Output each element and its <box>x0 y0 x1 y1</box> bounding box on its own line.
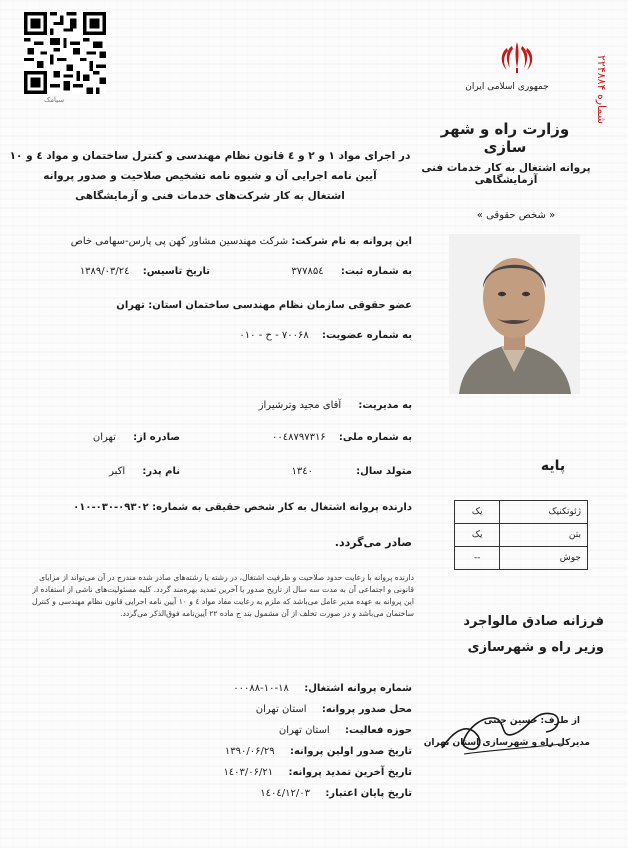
national-id-label: به شماره ملی: <box>338 432 412 443</box>
license-title: پروانه اشتغال به کار خدمات فنی آزمایشگاهی <box>421 162 591 186</box>
footer-row-first-issue <box>120 745 412 757</box>
national-id-value: ۰۰٤۸۷۹۷۳۱۶ <box>271 432 326 443</box>
footer-value: استان تهران <box>278 725 330 736</box>
republic-name: جمهوری اسلامی ایران <box>465 82 549 92</box>
grade-field: جوش <box>500 547 588 570</box>
serial-number: شماره ۲۲۴۸۸۴ <box>595 54 608 124</box>
issued-from-label: صادره از: <box>133 432 180 443</box>
table-row <box>455 501 588 524</box>
footer-label: حوزه فعالیت: <box>345 725 412 736</box>
minister-name: فرزانه صادق مالواجرد <box>463 614 604 629</box>
membership-label: به شماره عضویت: <box>321 330 412 341</box>
founded-value: ۱۳۸۹/۰۳/۲٤ <box>79 266 130 277</box>
father-name-value: اکبر <box>109 466 126 477</box>
member-line: عضو حقوقی سازمان نظام مهندسی ساختمان استان: تهران <box>116 300 412 311</box>
grade-title: پایه <box>540 458 566 474</box>
grade-table <box>454 500 588 570</box>
registration-row <box>250 266 412 277</box>
qr-caption: سیامک <box>44 96 65 104</box>
license-type: « شخص حقوقی » <box>476 210 556 221</box>
footer-row-last-renewal <box>120 766 412 778</box>
national-id-row <box>196 432 412 443</box>
father-name-row <box>30 466 180 477</box>
qr-code[interactable] <box>24 12 106 94</box>
founded-label: تاریخ تاسیس: <box>142 266 210 277</box>
company-name-value: شرکت مهندسین مشاور کهن پی پارس-سهامی خاص <box>70 236 289 247</box>
footer-value: استان تهران <box>255 704 307 715</box>
manager-value: آقای مجید وترشیراز <box>258 400 342 411</box>
intro-line-1: در اجرای مواد ۱ و ۲ و ٤ قانون نظام مهندسی و کنترل ساختمان و مواد ٤ و ۱۰ <box>9 150 411 162</box>
minister-title: وزیر راه و شهرسازی <box>467 640 604 655</box>
membership-value: ۷۰۰۶۸ - ح - ۰۱۰ <box>239 330 309 341</box>
footer-row-license-number <box>120 682 412 694</box>
signer-byline: از طرف: حسین جنتی <box>483 716 580 726</box>
membership-row <box>160 330 412 341</box>
signer-title: مدیرکل راه و شهرسازی استان تهران <box>423 738 590 748</box>
signature <box>434 700 574 760</box>
registration-value: ۳۷۷۸۵٤ <box>291 266 324 277</box>
grade-field: ژئوتکنیک <box>500 501 588 524</box>
footer-label: تاریخ پایان اعتبار: <box>325 788 412 799</box>
grade-level: یک <box>455 524 500 547</box>
footer-row-issue-place <box>120 703 412 715</box>
footer-label: تاریخ صدور اولین پروانه: <box>289 746 412 757</box>
company-name-label: این پروانه به نام شرکت: <box>291 236 412 247</box>
intro-line-2: آیین نامه اجرایی آن و شیوه نامه تشخیص صلاحیت و صدور پروانه <box>43 170 377 182</box>
manager-label: به مدیریت: <box>358 400 412 411</box>
issued-from-value: تهران <box>92 432 116 443</box>
manager-row <box>160 400 412 411</box>
footer-value: ۱٤۰٤/۱۲/۰۳ <box>260 788 310 799</box>
birth-year-label: متولد سال: <box>356 466 412 477</box>
iran-emblem-icon <box>496 38 538 78</box>
footer-row-expiry <box>120 787 412 799</box>
footer-row-activity-area <box>120 724 412 736</box>
footer-value: ۱۸-۱۰-۰۰۰۸۸ <box>233 683 289 694</box>
founded-row <box>20 266 210 277</box>
manager-photo <box>449 234 580 394</box>
holder-line: دارنده پروانه اشتغال به کار شخص حقیقی به شماره: ۰۹۳۰۲-۰۳۰-۰۱۰ <box>73 502 412 513</box>
grade-field: بتن <box>500 524 588 547</box>
footer-value: ۱۳۹۰/۰۶/۲۹ <box>224 746 275 757</box>
ministry-title: وزارت راه و شهر سازی <box>440 120 570 156</box>
grade-level: -- <box>455 547 500 570</box>
birth-year-value: ۱۳٤۰ <box>291 466 313 477</box>
issued-line: صادر می‌گردد. <box>334 536 412 549</box>
fine-print: دارنده پروانه با رعایت حدود صلاحیت و ظرفیت اشتغال، در رشته یا رشته‌های صادر شده مندرج در آن می‌تواند از مزایای قانونی و اجتماعی آن به مدت سه سال از تاریخ صدور یا آخرین تمدید بهره‌مند گردد. کلیه مسئولیت‌های ناشی از استفاده از این پروانه به عهده مدیر عامل می‌باشد که ملزم به رعایت مفاد مواد ٤ و ۱۰ آیین نامه اجرایی قانون نظام مهندسی و کنترل ساختمان می‌باشد و در صورت تخلف از آن مشمول بند ج ماده ۲۲ آیین‌نامه فوق‌الذکر می‌گردد. <box>31 573 414 618</box>
father-name-label: نام پدر: <box>142 466 180 477</box>
company-name-row <box>20 236 412 247</box>
grade-level: یک <box>455 501 500 524</box>
table-row <box>455 547 588 570</box>
footer-label: شماره پروانه اشتغال: <box>304 683 412 694</box>
footer-value: ۱٤۰۳/۰۶/۲۱ <box>223 767 274 778</box>
footer-label: تاریخ آخرین تمدید پروانه: <box>288 767 412 778</box>
birth-year-row <box>196 466 412 477</box>
table-row <box>455 524 588 547</box>
intro-line-3: اشتغال به کار شرکت‌های خدمات فنی و آزمایشگاهی <box>75 190 345 202</box>
footer-label: محل صدور پروانه: <box>321 704 412 715</box>
registration-label: به شماره ثبت: <box>340 266 412 277</box>
issued-from-row <box>30 432 180 443</box>
